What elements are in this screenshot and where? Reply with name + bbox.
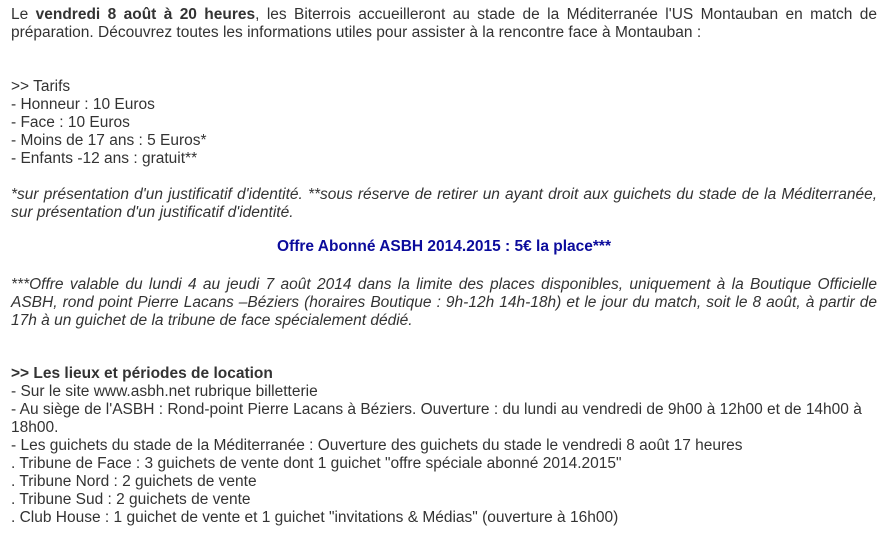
tarifs-heading: >> Tarifs bbox=[11, 78, 71, 95]
tarifs-section bbox=[11, 78, 877, 168]
intro-date: vendredi 8 août à 20 heures bbox=[35, 6, 256, 23]
location-item: - Les guichets du stade de la Méditerranée : Ouverture des guichets du stade le vendredi 8 août 17 heures bbox=[11, 437, 743, 454]
tarif-item: - Enfants -12 ans : gratuit** bbox=[11, 150, 198, 167]
locations-heading: >> Les lieux et périodes de location bbox=[11, 365, 273, 382]
location-item: . Tribune Nord : 2 guichets de vente bbox=[11, 473, 257, 490]
intro-paragraph bbox=[11, 6, 877, 42]
tarif-item: - Honneur : 10 Euros bbox=[11, 96, 155, 113]
location-item: . Tribune de Face : 3 guichets de vente dont 1 guichet "offre spéciale abonné 2014.2015" bbox=[11, 455, 622, 472]
offer-note: ***Offre valable du lundi 4 au jeudi 7 août 2014 dans la limite des places disponibles, uniquement à la Boutique Officielle ASBH, rond point Pierre Lacans –Béziers (horaires Boutique : 9h-12h 14h-18h) et le jour du match, soit le 8 août, à partir de 17h à un guichet de la tribune de face spécialement dédié. bbox=[11, 276, 877, 329]
tarif-item: - Moins de 17 ans : 5 Euros* bbox=[11, 132, 207, 149]
offer-title: Offre Abonné ASBH 2014.2015 : 5€ la place*** bbox=[277, 238, 611, 255]
location-item: . Club House : 1 guichet de vente et 1 guichet "invitations & Médias" (ouverture à 16h00) bbox=[11, 509, 619, 526]
location-item: - Au siège de l'ASBH : Rond-point Pierre Lacans à Béziers. Ouverture : du lundi au vendredi de 9h00 à 12h00 et de 14h00 à 18h00. bbox=[11, 401, 862, 436]
intro-rest: , les Biterrois accueilleront au stade de la Méditerranée l'US Montauban en match de préparation. Découvrez toutes les informations utiles pour assister à la rencontre face à Montauban : bbox=[11, 6, 877, 41]
tarifs-footnote: *sur présentation d'un justificatif d'identité. **sous réserve de retirer un ayant droit aux guichets du stade de la Méditerranée, sur présentation d'un justificatif d'identité. bbox=[11, 186, 877, 221]
locations-section bbox=[11, 365, 877, 527]
location-item: - Sur le site www.asbh.net rubrique billetterie bbox=[11, 383, 318, 400]
tarif-item: - Face : 10 Euros bbox=[11, 114, 130, 131]
location-item: . Tribune Sud : 2 guichets de vente bbox=[11, 491, 251, 508]
intro-prefix: Le bbox=[11, 6, 36, 23]
